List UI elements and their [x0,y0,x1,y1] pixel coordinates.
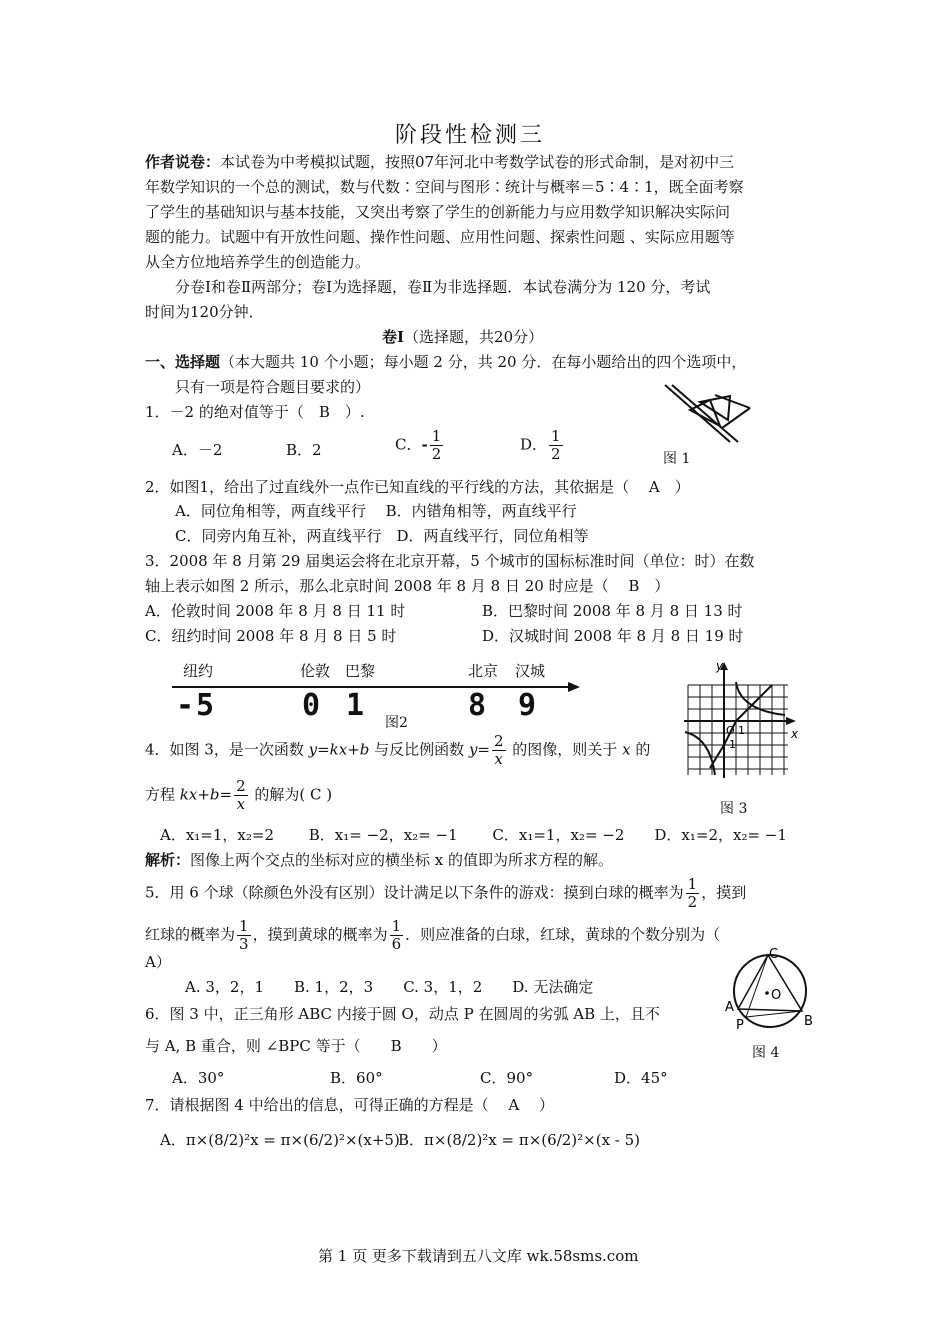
q5-red-den: 3 [239,935,249,953]
fig2-number-9: 9 [518,688,539,723]
q5-text-1: 5．用 6 个球（除颜色外没有区别）设计满足以下条件的游戏：摸到白球的概率为 [145,883,684,902]
q1-stem: 1．－2 的绝对值等于（ B ）. [145,403,365,421]
intro-text-1: 本试卷为中考模拟试题，按照07年河北中考数学试卷的形式命制，是对初中三 [220,153,735,171]
q4-fraction-2 [234,778,248,813]
q2-options-line-2: C．同旁内角互补，两直线平行 D．两直线平行，同位角相等 [175,527,589,545]
figure-4-caption: 图 4 [752,1045,780,1061]
q4-fraction-1 [492,733,506,768]
q4-frac2-num: 2 [236,777,246,795]
fig2-number-neg5: -5 [176,688,217,723]
q6-option-d: D．45° [614,1069,668,1087]
fig4-circle [734,955,806,1027]
q4-text-3: 的图像，则关于 [507,740,623,759]
q5-white-num: 1 [687,875,698,893]
part-heading-line-2: 只有一项是符合题目要求的） [175,378,371,396]
figure-3-drawing [680,660,805,780]
q5-red-num: 1 [239,917,249,935]
q4-text-1: 4．如图 3，是一次函数 [145,740,309,759]
fig4-label-o: O [771,988,782,1003]
fig2-number-1: 1 [346,688,367,723]
part-heading [145,352,746,372]
q3-option-b: B．巴黎时间 2008 年 8 月 8 日 13 时 [482,602,743,620]
q2-stem: 2．如图1，给出了过直线外一点作已知直线的平行线的方法，其依据是（ A ） [145,478,690,496]
q1-option-d-fraction [549,428,563,463]
q3-option-c: C．纽约时间 2008 年 8 月 8 日 5 时 [145,627,397,645]
page-footer: 第 1 页 更多下载请到五八文库 wk.58sms.com [318,1247,639,1265]
fig3-one-label: 1 [738,724,745,737]
fig2-city-beijing: 北京 [468,662,499,680]
q4-line2-text-a: 方程 [145,785,180,804]
q4-eq-inverse: y= [468,740,490,759]
section-heading-bold: 卷Ⅰ [382,328,405,346]
q6-line-1: 6．图 3 中，正三角形 ABC 内接于圆 O，动点 P 在圆周的劣弧 AB 上，且不 [145,1005,660,1023]
analysis-text: 图像上两个交点的坐标对应的横坐标 x 的值即为所求方程的解。 [190,851,614,869]
fig3-origin-label: O [726,724,735,737]
q3-option-a: A．伦敦时间 2008 年 8 月 8 日 11 时 [145,602,406,620]
q5-text-2a: 红球的概率为 [145,925,236,944]
q1-option-d-prefix: D． [520,435,548,454]
fig2-city-paris: 巴黎 [345,662,376,680]
fig4-line-pb [746,1011,802,1017]
q6-option-c: C．90° [480,1069,534,1087]
section-heading [382,327,543,347]
q5-line-2 [145,918,720,953]
q5-frac-red [237,918,251,953]
intro-line-4: 题的能力。试题中有开放性问题、操作性问题、应用性问题、探索性问题 、实际应用题等 [145,228,735,246]
q5-line-1 [145,876,746,911]
q4-var: x [622,740,631,759]
q1-option-b: B．2 [286,441,322,459]
fig2-city-newyork: 纽约 [183,662,214,680]
q3-line-1: 3．2008 年 8 月第 29 届奥运会将在北京开幕，5 个城市的国标标准时间（单位：时）在数 [145,552,755,570]
q6-option-b: B．60° [330,1069,383,1087]
intro-line-3: 了学生的基础知识与基本技能，又突出考察了学生的创新能力与应用数学知识解决实际问 [145,203,731,221]
q4-line2-text-b: 的解为( C ) [249,785,333,804]
page-title: 阶段性检测三 [395,123,546,148]
q4-line-2 [145,778,332,813]
fig4-label-c: C [769,947,779,962]
figure-1-drawing [660,380,755,450]
fig2-number-8: 8 [468,688,489,723]
q4-frac1-num: 2 [493,732,504,750]
q5-frac-yellow [390,918,404,953]
q5-white-den: 2 [687,893,698,911]
q3-line-2: 轴上表示如图 2 所示，那么北京时间 2008 年 8 月 8 日 20 时应是（ B ） [145,577,670,595]
q6-option-a: A．30° [172,1069,225,1087]
figure-2-caption: 图2 [385,715,408,731]
q5-yellow-den: 6 [391,935,402,953]
q1-d-num: 1 [551,427,561,445]
q4-text-4: 的 [630,740,651,759]
q5-text-2c: ．则应准备的白球，红球，黄球的个数分别为（ [405,925,721,944]
q1-option-c-sign: - [421,435,428,454]
q4-line-1 [145,733,650,768]
q7-stem: 7．请根据图 4 中给出的信息，可得正确的方程是（ A ） [145,1096,554,1114]
q1-c-num: 1 [431,427,442,445]
q5-text-2b: ，摸到黄球的概率为 [252,925,388,944]
fig1-ruler [715,395,750,408]
q2-options-line-1: A．同位角相等，两直线平行 B．内错角相等，两直线平行 [175,502,577,520]
q5-yellow-num: 1 [391,917,402,935]
q5-frac-white [686,876,700,911]
fig2-city-london: 伦敦 [300,662,331,680]
q5-line-3: A） [145,953,171,971]
figure-4-drawing [722,945,817,1035]
q1-option-c-prefix: C． [395,435,422,454]
q3-option-d: D．汉城时间 2008 年 8 月 8 日 19 时 [482,627,744,645]
fig4-label-p: P [736,1018,744,1033]
intro-line-5: 从全方位地培养学生的创造能力。 [145,253,371,271]
figure-1-caption: 图 1 [663,451,691,467]
q4-frac2-den: x [236,795,246,813]
fig3-neg-one-label: -1 [725,738,736,751]
fig4-label-b: B [804,1014,813,1029]
intro-line-1 [145,152,734,172]
analysis-label: 解析： [145,851,191,869]
q1-option-c [395,428,445,463]
fig2-city-seoul: 汉城 [515,662,546,680]
q5-options: A. 3，2，1 B. 1，2，3 C. 3，1，2 D. 无法确定 [185,978,594,996]
part-heading-bold: 一、选择题 [145,353,221,371]
q1-option-c-fraction [430,428,444,463]
fig3-y-label: y [716,660,724,673]
fig2-number-0: 0 [302,688,323,723]
fig4-line-pc [746,955,768,1017]
part-heading-rest: （本大题共 10 个小题；每小题 2 分，共 20 分．在每小题给出的四个选项中， [220,353,747,371]
fig4-label-a: A [725,1000,734,1015]
q1-option-d [520,428,565,463]
q7-option-b: B．π×(8/2)²x = π×(6/2)²×(x - 5) [398,1131,641,1149]
analysis [145,850,613,870]
q4-eq-linear: y=kx+b [308,740,370,759]
q1-c-den: 2 [431,445,442,463]
q4-text-2: 与反比例函数 [369,740,469,759]
q1-option-a: A．－2 [172,441,223,459]
intro-line-2: 年数学知识的一个总的测试，数与代数∶空间与图形∶统计与概率＝5∶4∶1，既全面考察 [145,178,744,196]
section-heading-rest: （选择题，共20分） [404,328,544,346]
q7-option-a: A．π×(8/2)²x = π×(6/2)²×(x+5) [160,1131,400,1149]
intro-para2-line-2: 时间为120分钟． [145,303,264,321]
q4-line2-eq: kx+b= [179,785,233,804]
intro-label: 作者说卷： [145,153,221,171]
q4-frac1-den: x [494,750,503,768]
q5-text-1-end: ，摸到 [701,883,747,902]
fig3-x-label: x [791,727,799,741]
intro-para2-line-1: 分卷Ⅰ和卷Ⅱ两部分；卷Ⅰ为选择题，卷Ⅱ为非选择题．本试卷满分为 120 分，考试 [175,278,711,296]
figure-3-caption: 图 3 [720,801,748,817]
q1-d-den: 2 [551,445,561,463]
q4-options: A．x₁=1，x₂=2 B．x₁= −2，x₂= −1 C．x₁=1，x₂= −2 D．x₁=2，x₂= −1 [160,826,787,844]
q6-line-2: 与 A, B 重合，则 ∠BPC 等于（ B ） [145,1037,447,1055]
